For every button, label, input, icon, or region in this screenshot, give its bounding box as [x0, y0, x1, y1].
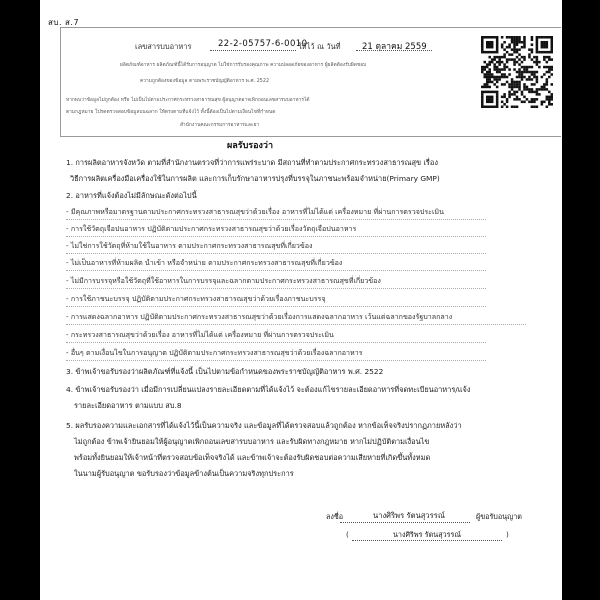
form-code: สบ. ส.7 — [48, 18, 80, 27]
dotted-divider — [66, 219, 486, 220]
open-parenthesis: ( — [346, 530, 349, 539]
dotted-divider — [66, 270, 486, 271]
header-line-5: สำนักงานคณะกรรมการอาหารและยา — [180, 123, 260, 128]
header-line-4: ตามกฎหมาย โปรดตรวจสอบข้อมูลบนฉลาก ให้ตรงตามที่แจ้งไว้ ทั้งนี้ต้องเป็นไปตามเงื่อนไขที่กำหนด — [66, 110, 276, 115]
dotted-divider — [66, 324, 526, 325]
condition-item: - กระทรวงสาธารณสุขว่าด้วยเรื่อง อาหารที่ไม่ได้แต่ เครื่องหมาย ที่ผ่านการตรวจประเมิน — [66, 330, 334, 339]
header-line-3: หากพบว่าข้อมูลไม่ถูกต้อง หรือ ไม่เป็นไปตามประกาศกระทรวงสาธารณสุข ผู้อนุญาตอาจเพิกถอนเลขสารบบอาหารได้ — [66, 98, 310, 103]
body-line: รายละเอียดอาหาร ตามแบบ สบ.8 — [74, 401, 182, 410]
condition-item: - ไม่มีการบรรจุหรือใช้วัตถุที่ใช้อาหารในการบรรจุและฉลากตามประกาศกระทรวงสาธารณสุขที่เกี่ยวข้อง — [66, 276, 381, 285]
issue-date-label: ให้ไว้ ณ วันที่ — [298, 42, 341, 51]
close-parenthesis: ) — [506, 530, 509, 539]
body-line: ในนามผู้รับอนุญาต ขอรับรองว่าข้อมูลข้างต้นเป็นความจริงทุกประการ — [74, 469, 294, 478]
condition-item: - ไม่เป็นอาหารที่ห้ามผลิต นำเข้า หรือจำหน่าย ตามประกาศกระทรวงสาธารณสุขที่เกี่ยวข้อง — [66, 258, 343, 267]
dotted-divider — [66, 306, 486, 307]
dotted-divider — [66, 253, 486, 254]
qr-code-icon — [481, 36, 553, 108]
dotted-divider — [66, 360, 486, 361]
dotted-divider — [66, 288, 486, 289]
body-line: 1. การผลิตอาหารจังหวัด ตามที่สำนักงานตรวจที่ว่าการแพร่ระบาด มีสถานที่ทำตามประกาศกระทรวงสาธารณสุข เรื่อง — [66, 158, 438, 167]
condition-item: - การใช้ภาชนะบรรจุ ปฏิบัติตามประกาศกระทรวงสาธารณสุขว่าด้วยเรื่องภาชนะบรรจุ — [66, 294, 326, 303]
body-line: 4. ข้าพเจ้าขอรับรองว่า เมื่อมีการเปลี่ยนแปลงรายละเอียดตามที่ได้แจ้งไว้ จะต้องแก้ไขรายละเอียดอาหารที่จดทะเบียนอาหาร/แจ้ง — [66, 385, 471, 394]
body-line: พร้อมทั้งยินยอมให้เจ้าหน้าที่ตรวจสอบข้อเท็จจริงได้ และข้าพเจ้าจะต้องรับผิดชอบต่อความเสียหายที่เกิดขึ้นทั้งหมด — [74, 453, 431, 462]
body-line: ไม่ถูกต้อง ข้าพเจ้ายินยอมให้ผู้อนุญาตเพิกถอนเลขสารบบอาหาร และรับผิดทางกฎหมาย หากไม่ปฏิบัติตามเงื่อนไข — [74, 437, 430, 446]
condition-item: - อื่นๆ ตามเงื่อนไขในการอนุญาต ปฏิบัติตามประกาศกระทรวงสาธารณสุขว่าด้วยเรื่องฉลากอาหาร — [66, 348, 363, 357]
condition-item: - มีคุณภาพหรือมาตรฐานตามประกาศกระทรวงสาธารณสุขว่าด้วยเรื่อง อาหารที่ไม่ได้แต่ เครื่องหมาย ที่ผ่านการตรวจประเมิน — [66, 207, 444, 216]
registration-underline — [210, 50, 296, 51]
registration-number: 22-2-05757-6-0010 — [218, 39, 308, 49]
condition-item: - การแสดงฉลากอาหาร ปฏิบัติตามประกาศกระทรวงสาธารณสุขว่าด้วยเรื่องการแสดงฉลากอาหาร เว้นแต่ฉลากของรัฐบาลกลาง — [66, 312, 453, 321]
body-line: 5. ผลรับรองความและเอกสารที่ได้แจ้งไว้นี้เป็นความจริง และข้อมูลที่ได้ตรวจสอบแล้วถูกต้อง หากข้อเท็จจริงปรากฏภายหลังว่า — [66, 421, 462, 430]
signer-role: ผู้ขอรับอนุญาต — [476, 512, 522, 521]
printed-name: นางศิริพร รัตนสุวรรณ์ — [393, 530, 462, 539]
certification-title: ผลรับรองว่า — [226, 141, 274, 151]
body-line: 2. อาหารที่แจ้งต้องไม่มีลักษณะดังต่อไปนี้ — [66, 191, 197, 200]
signature-label: ลงชื่อ — [326, 512, 344, 521]
header-line-2: ความถูกต้องของข้อมูล ตามพระราชบัญญัติอาหาร พ.ศ. 2522 — [140, 79, 270, 84]
dotted-divider — [66, 342, 486, 343]
registration-label: เลขสารบบอาหาร — [135, 42, 192, 51]
document-page — [40, 0, 562, 600]
condition-item: - ไม่ใช่การใช้วัตถุที่ห้ามใช้ในอาหาร ตามประกาศกระทรวงสาธารณสุขที่เกี่ยวข้อง — [66, 241, 313, 250]
signer-name: นางศิริพร รัตนสุวรรณ์ — [373, 511, 445, 520]
signature-underline — [340, 522, 470, 523]
condition-item: - การใช้วัตถุเจือปนอาหาร ปฏิบัติตามประกาศกระทรวงสาธารณสุขว่าด้วยเรื่องวัตถุเจือปนอาหาร — [66, 224, 357, 233]
header-line-1: ผลิตภัณฑ์อาหาร ผลิตภัณฑ์นี้ได้รับการอนุญาต ไม่ใช่การรับรองคุณภาพ ความปลอดภัยของอาหาร ผู้ผลิตต้องรับผิดชอบ — [120, 63, 367, 68]
printed-name-underline — [352, 540, 502, 541]
body-line: วิธีการผลิตเครื่องมือเครื่องใช้ในการผลิต และการเก็บรักษาอาหารปรุงที่บรรจุในภาชนะพร้อมจำหน่าย(Primary GMP) — [70, 174, 440, 183]
issue-date-underline — [356, 50, 432, 51]
dotted-divider — [66, 236, 486, 237]
body-line: 3. ข้าพเจ้าขอรับรองว่าผลิตภัณฑ์ที่แจ้งนี้ เป็นไปตามข้อกำหนดของพระราชบัญญัติอาหาร พ.ศ. 2522 — [66, 367, 384, 376]
issue-date-value: 21 ตุลาคม 2559 — [362, 42, 427, 52]
